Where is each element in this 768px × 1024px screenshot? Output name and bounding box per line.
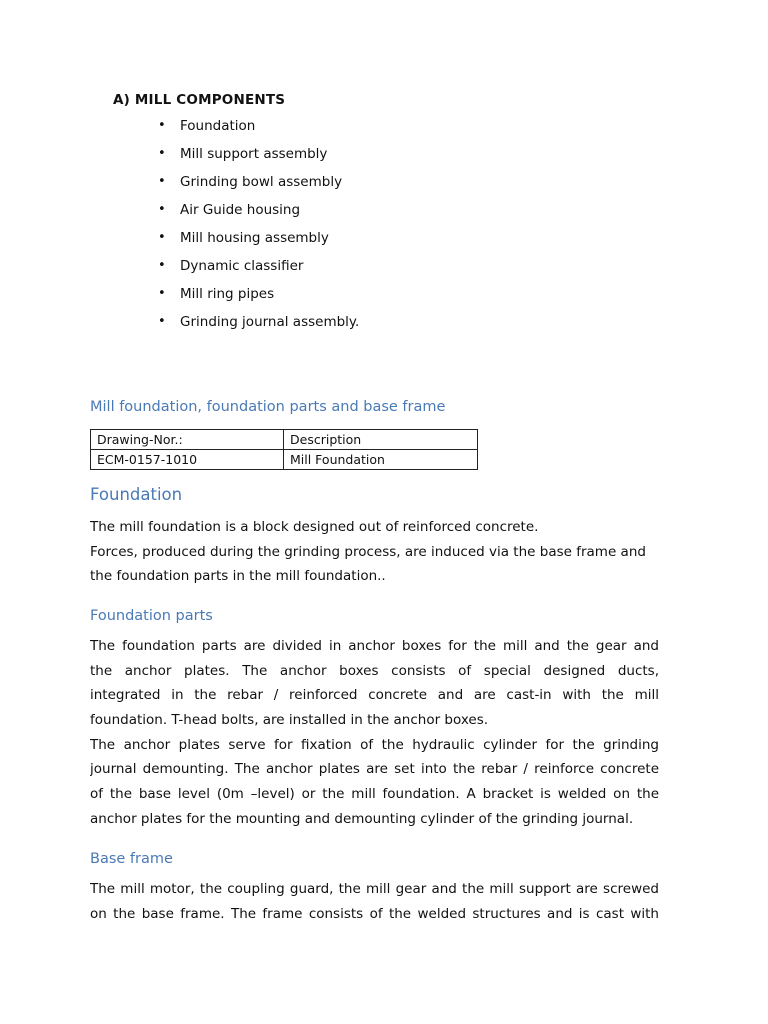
heading-foundation: Foundation xyxy=(90,485,183,504)
list-item-label: Foundation xyxy=(180,118,256,134)
list-item-label: Mill support assembly xyxy=(180,146,328,162)
list-item xyxy=(156,116,359,144)
text-line: of the base level (0m –level) or the mill foundation. A bracket is welded on the xyxy=(90,786,659,803)
paragraph-base-frame xyxy=(90,877,659,926)
table-cell-description: Mill Foundation xyxy=(284,450,478,470)
bullet-icon: • xyxy=(158,258,166,273)
heading-foundation-parts: Foundation parts xyxy=(90,608,213,624)
bullet-icon: • xyxy=(158,286,166,301)
section-title-mill-components: A) MILL COMPONENTS xyxy=(113,92,286,108)
bullet-icon: • xyxy=(158,314,166,329)
text-line: anchor plates for the mounting and demounting cylinder of the grinding journal. xyxy=(90,810,634,827)
text-line: The foundation parts are divided in anchor boxes for the mill and the gear and xyxy=(90,638,659,654)
text-line: The anchor plates serve for fixation of the hydraulic cylinder for the grinding xyxy=(90,736,659,753)
heading-base-frame: Base frame xyxy=(90,851,173,867)
bullet-icon: • xyxy=(158,118,166,133)
list-item xyxy=(156,228,359,256)
text-line: foundation. T-head bolts, are installed in the anchor boxes. xyxy=(90,712,489,729)
text-line: The mill motor, the coupling guard, the mill gear and the mill support are screwed xyxy=(90,881,659,897)
list-item-label: Mill housing assembly xyxy=(180,230,329,246)
paragraph-foundation-parts xyxy=(90,634,659,832)
text-line: journal demounting. The anchor plates are set into the rebar / reinforce concrete xyxy=(90,761,659,778)
list-item-label: Grinding journal assembly. xyxy=(180,314,360,330)
bullet-icon: • xyxy=(158,174,166,189)
table-header-cell: Description xyxy=(284,430,478,450)
heading-mill-foundation: Mill foundation, foundation parts and base frame xyxy=(90,399,446,415)
list-item xyxy=(156,200,359,228)
bullet-icon: • xyxy=(158,146,166,161)
table-header-cell: Drawing-Nor.: xyxy=(91,430,284,450)
text-line: Forces, produced during the grinding process, are induced via the base frame and xyxy=(90,543,646,560)
bullet-icon: • xyxy=(158,202,166,217)
drawing-table xyxy=(90,429,478,470)
list-item xyxy=(156,172,359,200)
list-item xyxy=(156,256,359,284)
list-item-label: Dynamic classifier xyxy=(180,258,304,274)
list-item xyxy=(156,312,359,340)
list-item-label: Grinding bowl assembly xyxy=(180,174,343,190)
text-line: the foundation parts in the mill foundation.. xyxy=(90,568,386,585)
bullet-icon: • xyxy=(158,230,166,245)
text-line: The mill foundation is a block designed out of reinforced concrete. xyxy=(90,519,539,535)
table-row xyxy=(91,450,478,470)
table-cell-drawing-number: ECM-0157-1010 xyxy=(91,450,284,470)
list-item-label: Mill ring pipes xyxy=(180,286,275,302)
text-line: on the base frame. The frame consists of the welded structures and is cast with xyxy=(90,905,659,922)
paragraph-foundation xyxy=(90,515,659,589)
text-line: integrated in the rebar / reinforced concrete and are cast-in with the mill xyxy=(90,687,659,704)
list-item xyxy=(156,144,359,172)
list-item-label: Air Guide housing xyxy=(180,202,301,218)
list-item xyxy=(156,284,359,312)
text-line: the anchor plates. The anchor boxes consists of special designed ducts, xyxy=(90,662,659,679)
mill-components-list xyxy=(156,116,359,340)
table-header-row xyxy=(91,430,478,450)
